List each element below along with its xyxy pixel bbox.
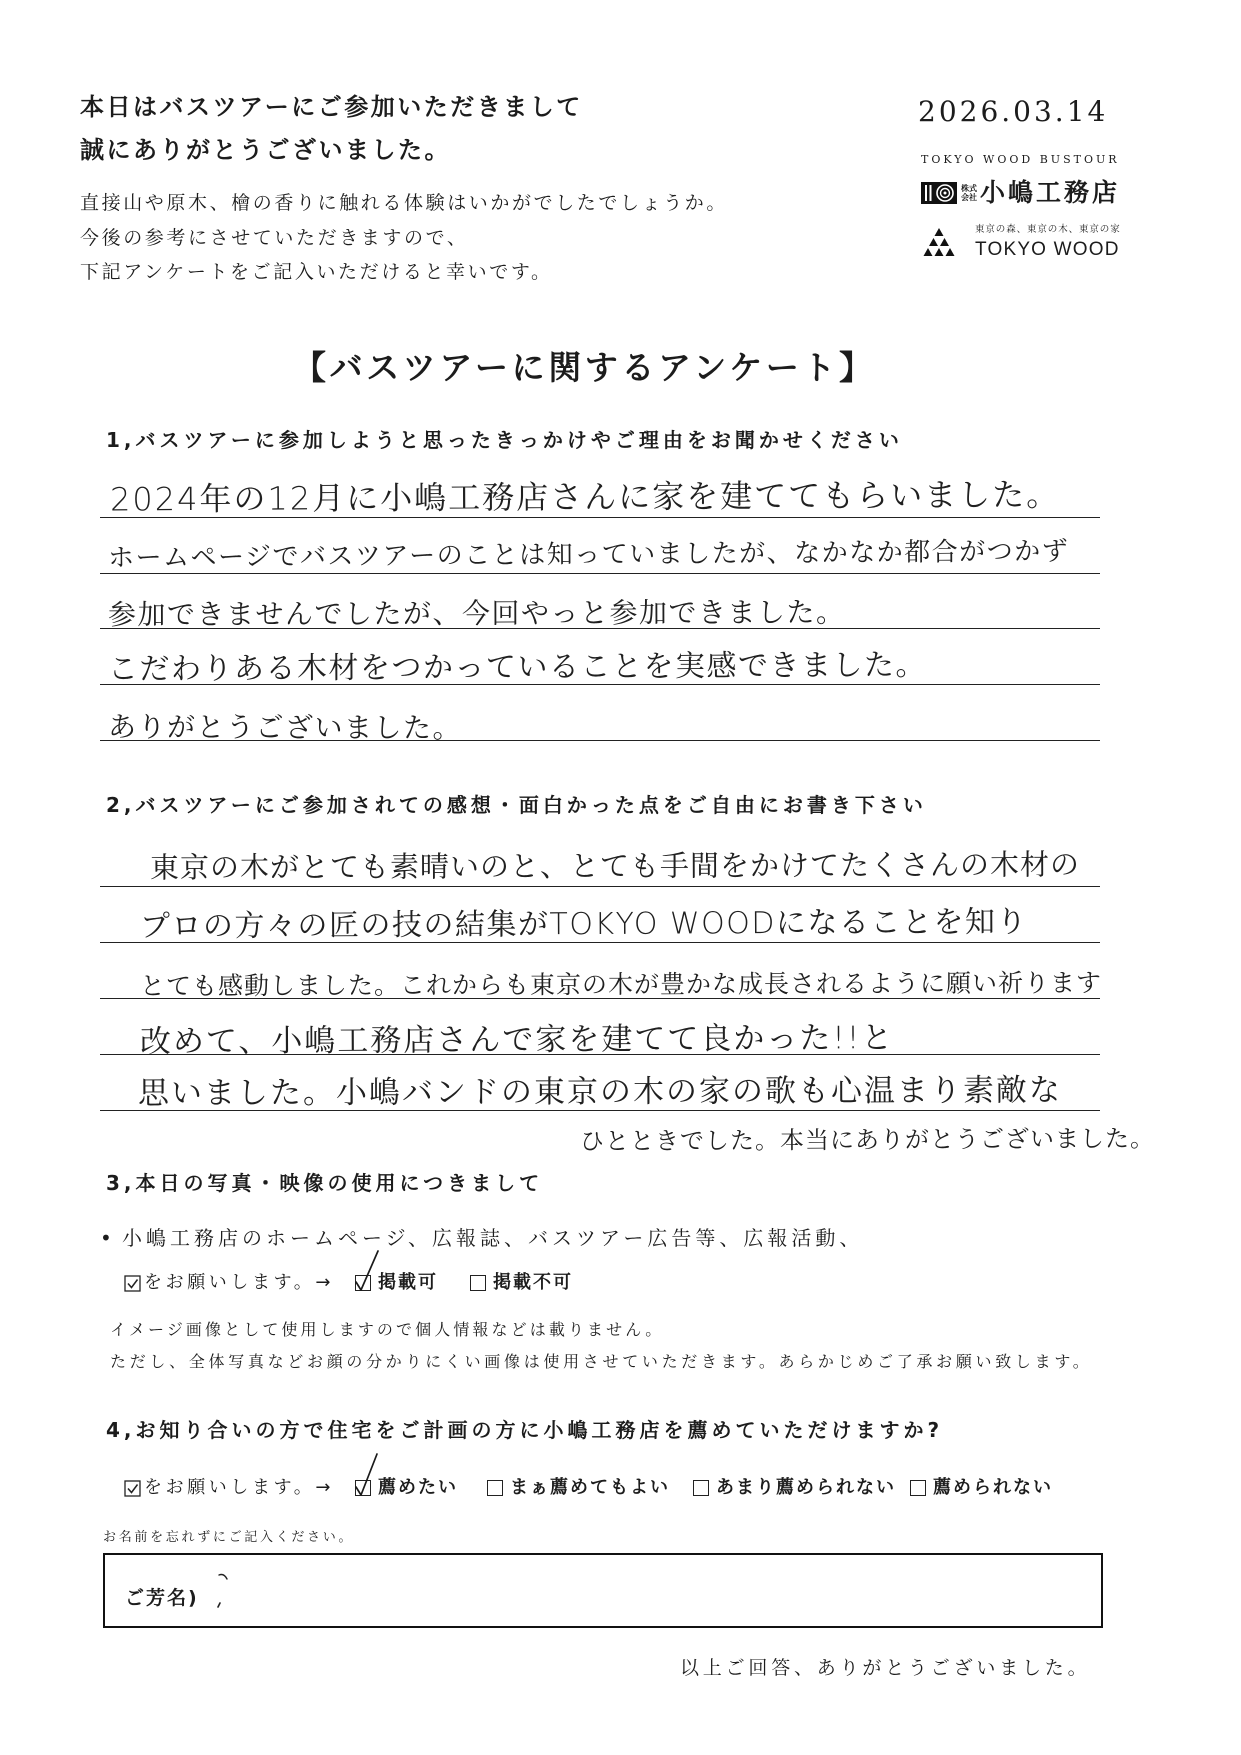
option-label: まぁ薦めてもよい [510, 1477, 670, 1498]
handwritten-answer-line: 東京の木がとても素晴いのと、とても手間をかけてたくさんの木材の [149, 847, 1081, 885]
privacy-note: イメージ画像として使用しますので個人情報などは載りません。 [110, 1320, 665, 1339]
option-label: あまり薦められない [716, 1477, 896, 1498]
brand-name: TOKYO WOOD [975, 239, 1120, 260]
bullet: • [100, 1226, 116, 1250]
handwritten-answer-line: 2024年の12月に小嶋工務店さんに家を建ててもらいました。 [109, 475, 1061, 519]
tokyo-wood-pyramid-icon [923, 227, 955, 257]
checkbox-not-recommend[interactable] [910, 1480, 926, 1496]
question-3-label: 3,本日の写真・映像の使用につきまして [106, 1171, 544, 1195]
name-field[interactable] [103, 1553, 1103, 1628]
handwritten-answer-line: とても感動しました。これからも東京の木が豊かな成長されるように願い祈ります [139, 968, 1103, 1001]
handwritten-answer-line: ホームページでバスツアーのことは知っていましたが、なかなか都合がつかず [107, 536, 1070, 574]
checkbox-publish-ok[interactable] [355, 1275, 371, 1291]
option-label: 薦めたい [378, 1477, 458, 1498]
option-label: 掲載不可 [493, 1272, 573, 1293]
closing-message: 以上ご回答、ありがとうございました。 [680, 1657, 1091, 1679]
question-4-label: 4,お知り合いの方で住宅をご計画の方に小嶋工務店を薦めていただけますか? [106, 1418, 944, 1442]
intro-line: 直接山や原木、檜の香りに触れる体験はいかがでしたでしょうか。 [80, 192, 729, 214]
check-instruction: をお願いします。→ [144, 1272, 335, 1293]
check-instruction: をお願いします。→ [144, 1477, 335, 1498]
handwritten-answer-line: 参加できませんでしたが、今回やっと参加できました。 [107, 595, 846, 632]
usage-scope-text: 小嶋工務店のホームページ、広報誌、バスツアー広告等、広報活動、 [122, 1226, 864, 1250]
company-prefix: 株式会社 [961, 184, 977, 202]
question-2-label: 2,バスツアーにご参加されての感想・面白かった点をご自由にお書き下さい [106, 793, 927, 817]
handwritten-answer-line: 思いました。小嶋バンドの東京の木の家の歌も心温まり素敵な [137, 1072, 1063, 1112]
intro-line: 下記アンケートをご記入いただけると幸いです。 [80, 261, 553, 283]
question-1-label: 1,バスツアーに参加しようと思ったきっかけやご理由をお聞かせください [106, 428, 903, 452]
option-label: 薦められない [933, 1477, 1053, 1498]
checkbox-recommend[interactable] [355, 1480, 371, 1496]
intro-line: 今後の参考にさせていただきますので、 [80, 227, 469, 249]
checkbox-hardly-recommend[interactable] [693, 1480, 709, 1496]
option-label: 掲載可 [378, 1272, 438, 1293]
tour-date: 2026.03.14 [918, 95, 1109, 128]
greeting-line: 誠にありがとうございました。 [80, 136, 451, 164]
brand-tagline: 東京の森、東京の木、東京の家 [975, 224, 1121, 235]
answer-rule [100, 886, 1100, 887]
handwritten-answer-line: こだわりある木材をつかっていることを実感できました。 [107, 647, 928, 688]
checkbox-checked-icon [124, 1275, 141, 1292]
survey-title: 【バスツアーに関するアンケート】 [293, 348, 876, 387]
name-reminder: お名前を忘れずにご記入ください。 [103, 1530, 355, 1545]
handwritten-answer-line: 改めて、小嶋工務店さんで家を建てて良かった!!と [139, 1020, 895, 1060]
handwritten-mark-icon [215, 1569, 239, 1609]
company-name: 小嶋工務店 [980, 178, 1121, 207]
checkbox-checked-icon [124, 1480, 141, 1497]
handwritten-answer-line: ひとときでした。本当にありがとうございました。 [579, 1124, 1156, 1156]
event-name: TOKYO WOOD BUSTOUR [921, 153, 1120, 166]
greeting-line: 本日はバスツアーにご参加いただきまして [80, 93, 583, 121]
checkbox-maybe-recommend[interactable] [487, 1480, 503, 1496]
handwritten-answer-line: ありがとうございました。 [107, 710, 463, 745]
handwritten-answer-line: プロの方々の匠の技の結集がTOKYO WOODになることを知り [139, 904, 1029, 945]
name-field-label: ご芳名) [125, 1587, 199, 1609]
checkbox-publish-ng[interactable] [470, 1275, 486, 1291]
privacy-note: ただし、全体写真などお顔の分かりにくい画像は使用させていただきます。あらかじめご了承お願い致します。 [110, 1352, 1093, 1371]
kojima-logo-mark-icon [921, 182, 957, 204]
